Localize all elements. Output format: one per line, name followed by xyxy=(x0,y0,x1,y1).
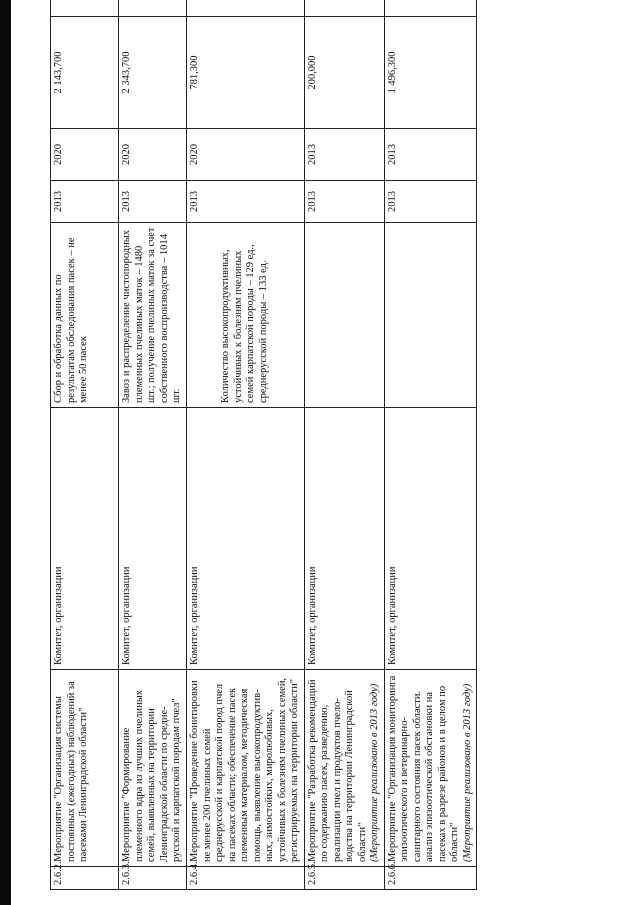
amount-2020 xyxy=(304,0,384,17)
end-year: 2020 xyxy=(119,129,187,181)
activity-title-text: Мероприятие "Формирование племенного ядра из лучших пчелиных семей, выявленных на территории Ленинградской области по средне-русской и карпатской породам пчел" xyxy=(121,689,182,862)
executor: Комитет, организации xyxy=(119,408,187,670)
amount-total: 781,300 xyxy=(187,17,305,129)
activity-title xyxy=(384,670,477,867)
activity-note: (Мероприятие реализовано в 2013 году) xyxy=(461,683,473,862)
executor: Комитет, организации xyxy=(304,408,384,670)
activity-title xyxy=(51,670,119,867)
activity-title-text: Мероприятие "Организация мониторинга эпизоотического и ветеринарно-санитарного состояния пасек области. анализ эпизоотической обстановки на пасеках в разрезе районов и в целом по области" xyxy=(386,675,460,862)
activity-title-text: Мероприятие "Проведение бонитировки не менее 200 пчелиных семей среднерусской и карпатской пород пчел на пасеках области; обеспечение пасек племенным материалом, методическая помощь, выявление высокопродуктив-ных, зимостойких, миролюбивых, устойчивых к болезням пчелиных семей, регистрируемых на территории области" xyxy=(189,677,300,862)
activity-title xyxy=(119,670,187,867)
indicator xyxy=(304,223,384,408)
start-year: 2013 xyxy=(51,181,119,223)
executor: Комитет, организации xyxy=(51,408,119,670)
amount-total: 2 143,700 xyxy=(51,17,119,129)
amount-2020 xyxy=(119,0,187,17)
table-row xyxy=(384,0,477,890)
activity-title-text: Мероприятие "Разработка рекомендаций по содержанию пасек, разведению, реализации пчел и продуктов пчело-водства на территории Ленинградской области" xyxy=(306,679,368,862)
row-code: 2.6.4. xyxy=(187,867,305,890)
executor: Комитет, организации xyxy=(384,408,477,670)
amount-2020 xyxy=(187,0,305,17)
activity-title xyxy=(304,670,384,867)
executor: Комитет, организации xyxy=(187,408,305,670)
row-code: 2.6.2. xyxy=(51,867,119,890)
amount-total: 2 343,700 xyxy=(119,17,187,129)
scan-edge xyxy=(0,0,11,905)
indicator: Количество высокопродуктивных, устойчивых к болезням пчелиных семей карпатской породы – 129 ед., среднерусской породы – 133 ед. xyxy=(187,223,305,408)
table-row xyxy=(51,0,119,890)
indicator xyxy=(384,223,477,408)
row-code: 2.6.6. xyxy=(384,867,477,890)
amount-2020 xyxy=(384,0,477,17)
end-year: 2013 xyxy=(304,129,384,181)
indicator: Завоз и распределение чистопородных племенных пчелиных маток – 1480 шт.; получение пчелиных маток за счет собственного воспроизводства – 1014 шт. xyxy=(119,223,187,408)
activity-title-text: Мероприятие "Организация системы постоянных (ежегодных) наблюдений за пасеками Ленинградской области" xyxy=(53,681,89,862)
row-code: 2.6.5. xyxy=(304,867,384,890)
end-year: 2020 xyxy=(51,129,119,181)
indicator: Сбор и обработка данных по результатам обследования пасек – не менее 50 пасек xyxy=(51,223,119,408)
activity-title xyxy=(187,670,305,867)
start-year: 2013 xyxy=(304,181,384,223)
start-year: 2013 xyxy=(187,181,305,223)
start-year: 2013 xyxy=(119,181,187,223)
end-year: 2020 xyxy=(187,129,305,181)
start-year: 2013 xyxy=(384,181,477,223)
row-code: 2.6.3. xyxy=(119,867,187,890)
table-row xyxy=(304,0,384,890)
program-activities-table xyxy=(50,0,477,890)
activity-note: (Мероприятие реализовано в 2013 году) xyxy=(369,683,380,862)
amount-total: 1 496,300 xyxy=(384,17,477,129)
amount-2020 xyxy=(51,0,119,17)
end-year: 2013 xyxy=(384,129,477,181)
table-row xyxy=(187,0,305,890)
amount-total: 200,000 xyxy=(304,17,384,129)
rotated-document-page xyxy=(50,15,510,890)
table-row xyxy=(119,0,187,890)
